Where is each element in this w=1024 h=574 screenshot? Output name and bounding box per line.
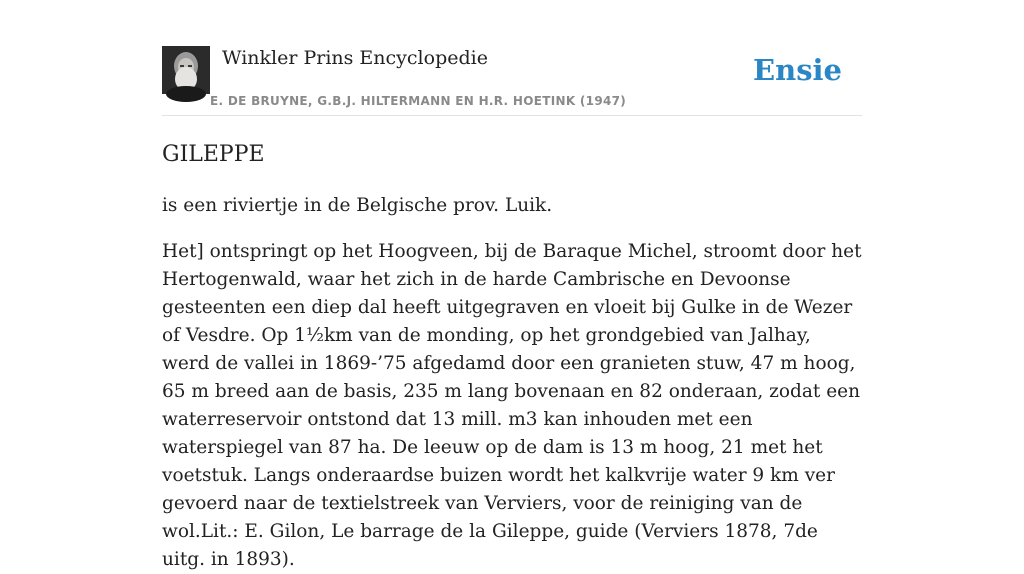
header — [162, 46, 862, 116]
brand-logo[interactable]: Ensie — [753, 53, 842, 87]
article-body: Het] ontspringt op het Hoogveen, bij de Baraque Michel, stroomt door het Hertogenwald, waar het zich in de harde Cambrische en Devoonse gesteenten een diep dal heeft uitgegraven en vloeit bij Gulke in de Wezer of Vesdre. Op 1½km van de monding, op het grondgebied van Jalhay, werd de vallei in 1869-’75 afgedamd door een granieten stuw, 47 m hoog, 65 m breed aan de basis, 235 m lang bovenaan en 82 onderaan, zodat een waterreservoir ontstond dat 13 mill. m3 kan inhouden met een waterspiegel van 87 ha. De leeuw op de dam is 13 m hoog, 21 met het voetstuk. Langs onderaardse buizen wordt het kalkvrije water 9 km ver gevoerd naar de textielstreek van Verviers, voor de reiniging van de wol.Lit.: E. Gilon, Le barrage de la Gileppe, guide (Verviers 1878, 7de uitg. in 1893). — [162, 241, 862, 570]
authors-line: E. DE BRUYNE, G.B.J. HILTERMANN EN H.R. HOETINK (1947) — [210, 94, 627, 108]
source-title[interactable]: Winkler Prins Encyclopedie — [222, 47, 488, 69]
page — [162, 0, 862, 574]
article-title: GILEPPE — [162, 142, 265, 167]
author-portrait-icon — [162, 46, 210, 94]
author-avatar — [162, 46, 210, 94]
article-lead: is een riviertje in de Belgische prov. Luik. — [162, 195, 553, 216]
